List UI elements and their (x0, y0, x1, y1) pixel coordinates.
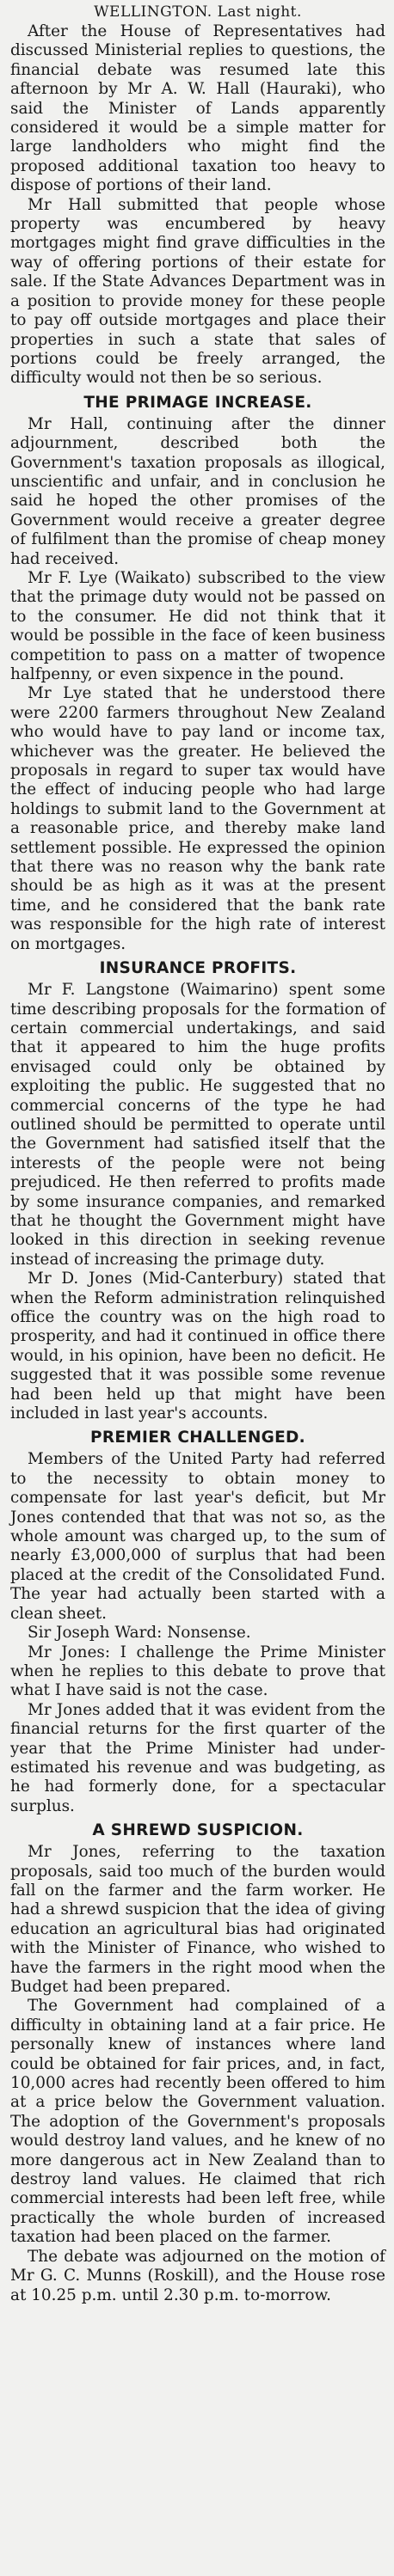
paragraph: Sir Joseph Ward: Nonsense. (28, 1624, 251, 1643)
paragraph: The Government had complained of a difficulty in obtaining land at a fair price. He personally knew of instances where land could be obtained for fair prices, and, in fact, 10,000 acres had recently been offered to him at a price below the Government valuation. The adoption of the Government's proposals would destroy land values, and he knew of no more dangerous act in New Zealand than to destroy land values. He claimed that rich commercial interests had been left free, while practically the whole burden of increased taxation had been placed on the farmer. (10, 1997, 385, 2247)
paragraph: After the House of Representatives had discussed Ministerial replies to questions, the financial debate was resumed late this afternoon by Mr A. W. Hall (Hauraki), who said the Minister of Lands apparently considered it would be a simple matter for large landholders who might find the proposed additional taxation too heavy to dispose of portions of their land. (10, 22, 385, 195)
section-heading: A SHREWD SUSPICION. (92, 1821, 304, 1840)
paragraph: Mr F. Lye (Waikato) subscribed to the view that the primage duty would not be passed on to the consumer. He did not think that it would be possible in the face of keen business competition to pass on a matter of twopence halfpenny, or even sixpence in the pound. (10, 568, 385, 683)
paragraph: Mr Jones: I challenge the Prime Minister when he replies to this debate to prove that what I have said is not the case. (10, 1643, 385, 1700)
section-insurance-profits (10, 959, 385, 1423)
paragraph: Mr Jones added that it was evident from the financial returns for the first quarter of the year that the Prime Minister had under-estimated his revenue and was budgeting, as he had formerly done, for a spectacular surplus. (10, 1700, 385, 1815)
paragraph: Mr Lye stated that he understood there were 2200 farmers throughout New Zealand who would have to pay land or income tax, whichever was the greater. He believed the proposals in regard to super tax would have the effect of inducing people who had large holdings to submit land to the Government at a reasonable price, and thereby make land settlement possible. He expressed the opinion that there was no reason why the bank rate should be as high as it was at the present time, and he considered that the bank rate was responsible for the high rate of interest on mortgages. (10, 684, 385, 953)
section-heading: PREMIER CHALLENGED. (89, 1429, 306, 1447)
paragraph: Mr D. Jones (Mid-Canterbury) stated that when the Reform administration relinquished office the country was on the high road to prosperity, and had it continued in office there would, in his opinion, have been no deficit. He suggested that it was possible some revenue had been held up that might have been included in last year's accounts. (10, 1270, 385, 1423)
paragraph: Mr Hall, continuing after the dinner adjournment, described both the Government's taxation proposals as illogical, unscientific and unfair, and in conclusion he said he hoped the other promises of the Government would receive a greater degree of fulfilment than the promise of cheap money had received. (10, 414, 385, 568)
section-heading: INSURANCE PROFITS. (99, 959, 297, 978)
dateline: WELLINGTON. Last night. (94, 3, 302, 21)
paragraph: Mr Jones, referring to the taxation proposals, said too much of the burden would fall on the farmer and the farm worker. He had a shrewd suspicion that the idea of giving education an agricultural bias had originated with the Minister of Finance, who wished to have the farmers in the right mood when the Budget had been prepared. (10, 1843, 385, 1996)
section-shrewd-suspicion (10, 1821, 385, 2305)
section-opening (10, 22, 385, 389)
section-premier-challenged (10, 1429, 385, 1816)
paragraph: Members of the United Party had referred to the necessity to obtain money to compensate for last year's deficit, but Mr Jones contended that that was not so, as the whole amount was charged up, to the sum of nearly £3,000,000 of surplus that had been placed at the credit of the Consolidated Fund. The year had actually been started with a clean sheet. (10, 1450, 385, 1623)
section-primage-increase (10, 394, 385, 954)
paragraph: The debate was adjourned on the motion of Mr G. C. Munns (Roskill), and the House rose at 10.25 p.m. until 2.30 p.m. to-morrow. (10, 2247, 385, 2304)
paragraph: Mr Hall submitted that people whose property was encumbered by heavy mortgages might find grave difficulties in the way of offering portions of their estate for sale. If the State Advances Department was in a position to provide money for these people to pay off outside mortgages and place their properties in such a state that sales of portions could be freely arranged, the difficulty would not then be so serious. (10, 195, 385, 388)
section-heading: THE PRIMAGE INCREASE. (83, 393, 312, 412)
paragraph: Mr F. Langstone (Waimarino) spent some time describing proposals for the formation of certain commercial undertakings, and said that it appeared to him the huge profits envisaged could only be obtained by exploiting the public. He suggested that no commercial concerns of the type he had outlined should be permitted to operate until the Government had satisfied itself that the interests of the people were not being prejudiced. He then referred to profits made by some insurance companies, and remarked that he thought the Government might have looked in this direction in seeking revenue instead of increasing the primage duty. (10, 981, 385, 1269)
